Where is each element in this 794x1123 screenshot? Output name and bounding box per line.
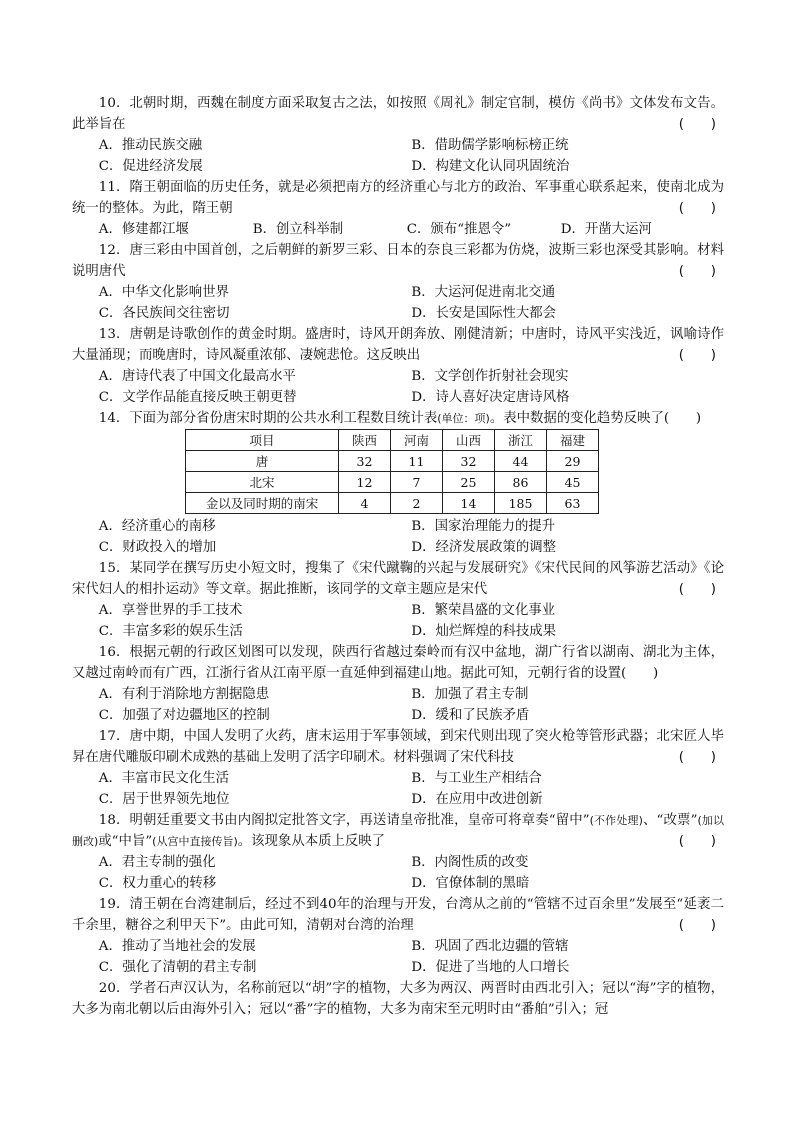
inline-note: (不作处理) <box>589 814 643 827</box>
option-d: D．诗人喜好决定唐诗风格 <box>411 390 570 405</box>
options <box>72 366 724 408</box>
table-cell: 北宋 <box>186 472 339 493</box>
option-b: B．国家治理能力的提升 <box>411 519 556 534</box>
question-stem: 12．唐三彩由中国首创，之后朝鲜的新罗三彩、日本的奈良三彩都为仿烧，波斯三彩也深受其影响。材料说明唐代 <box>72 243 724 279</box>
stem-part: 或“中旨” <box>98 834 153 849</box>
table-cell: 29 <box>547 451 599 472</box>
answer-blank: ( ) <box>678 117 716 132</box>
table-row <box>186 493 599 514</box>
option-c: C．财政投入的增加 <box>98 540 217 555</box>
question-stem <box>72 810 724 852</box>
header-cell: 项目 <box>186 430 339 451</box>
answer-blank: ( ) <box>621 666 659 681</box>
option-c: C．颁布“推恩令” <box>406 222 512 237</box>
table-cell: 12 <box>339 472 391 493</box>
answer-blank: ( ) <box>678 348 716 363</box>
answer-blank: ( ) <box>678 201 716 216</box>
option-b: B．加强了君主专制 <box>411 687 529 702</box>
option-c: C．权力重心的转移 <box>98 876 217 891</box>
option-d: D．经济发展政策的调整 <box>411 540 557 555</box>
option-b: B．大运河促进南北交通 <box>411 285 556 300</box>
header-cell: 浙江 <box>495 430 547 451</box>
option-c: C．强化了清朝的君主专制 <box>98 960 257 975</box>
option-c: C．加强了对边疆地区的控制 <box>98 708 270 723</box>
option-b: B．繁荣昌盛的文化事业 <box>411 603 556 618</box>
table-cell: 32 <box>443 451 495 472</box>
question-stem: 20．学者石声汉认为，名称前冠以“胡”字的植物，大多为两汉、两晋时由西北引入；冠以“海”字的植物，大多为南北朝以后由海外引入；冠以“番”字的植物，大多为南宋至元明时由“番舶”引入；冠 <box>72 981 724 1017</box>
options <box>72 219 724 240</box>
answer-blank: ( ) <box>678 582 716 597</box>
answer-blank: ( ) <box>678 264 716 279</box>
table-cell: 86 <box>495 472 547 493</box>
question-stem: 13．唐朝是诗歌创作的黄金时期。盛唐时，诗风开朗奔放、刚健清新；中唐时，诗风平实浅近，讽喻诗作大量涌现；而晚唐时，诗风凝重浓郁、凄婉悲怆。这反映出 <box>72 327 724 363</box>
header-cell: 福建 <box>547 430 599 451</box>
table-cell: 25 <box>443 472 495 493</box>
option-d: D．在应用中改进创新 <box>411 792 543 807</box>
table-cell: 11 <box>391 451 443 472</box>
option-c: C．居于世界领先地位 <box>98 792 230 807</box>
question-12 <box>72 240 724 282</box>
table-cell: 7 <box>391 472 443 493</box>
option-a: A．享誉世界的手工技术 <box>98 603 243 618</box>
answer-blank: ( ) <box>678 834 716 849</box>
water-projects-table <box>185 429 599 514</box>
table-cell: 2 <box>391 493 443 514</box>
question-stem: 19．清王朝在台湾建制后，经过不到40年的治理与开发，台湾从之前的“管辖不过百余里”发展至“延袤二千余里，糖谷之利甲天下”。由此可知，清朝对台湾的治理 <box>72 897 724 933</box>
table-cell: 63 <box>547 493 599 514</box>
stem-part: 。表中数据的变化趋势反映了 <box>489 411 664 426</box>
inline-note: (从宫中直接传旨) <box>152 835 238 848</box>
question-17 <box>72 726 724 768</box>
question-11 <box>72 177 724 219</box>
option-d: D．缓和了民族矛盾 <box>411 708 530 723</box>
question-18 <box>72 810 724 852</box>
question-13 <box>72 324 724 366</box>
option-b: B．文学创作折射社会现实 <box>411 369 569 384</box>
option-a: A．推动了当地社会的发展 <box>98 939 256 954</box>
option-a: A．有利于消除地方割据隐患 <box>98 687 270 702</box>
stem-part: 。该现象从本质上反映了 <box>237 834 386 849</box>
option-a: A．修建都江堰 <box>98 222 189 237</box>
option-b: B．借助儒学影响标榜正统 <box>411 138 569 153</box>
header-cell: 河南 <box>391 430 443 451</box>
options <box>72 516 724 558</box>
stem-part: 14．下面为部分省份唐宋时期的公共水利工程数目统计表 <box>98 411 438 426</box>
table-row <box>186 472 599 493</box>
table-cell: 4 <box>339 493 391 514</box>
options <box>72 600 724 642</box>
options <box>72 282 724 324</box>
options <box>72 852 724 894</box>
option-d: D．促进了当地的人口增长 <box>411 960 570 975</box>
option-c: C．促进经济发展 <box>98 159 203 174</box>
option-c: C．各民族间交往密切 <box>98 306 230 321</box>
table-cell: 唐 <box>186 451 339 472</box>
option-a: A．经济重心的南移 <box>98 519 216 534</box>
option-d: D．灿烂辉煌的科技成果 <box>411 624 557 639</box>
header-cell: 山西 <box>443 430 495 451</box>
question-10 <box>72 93 724 135</box>
stem-part: 、“改票” <box>642 813 698 828</box>
option-c: C．丰富多彩的娱乐生活 <box>98 624 243 639</box>
option-a: A．中华文化影响世界 <box>98 285 229 300</box>
question-19 <box>72 894 724 936</box>
question-16 <box>72 642 724 684</box>
options <box>72 768 724 810</box>
stem-part: 18．明朝廷重要文书由内阁拟定批答文字，再送请皇帝批准，皇帝可将章奏“留中” <box>98 813 590 828</box>
options <box>72 936 724 978</box>
options <box>72 684 724 726</box>
table-cell: 45 <box>547 472 599 493</box>
question-14 <box>72 408 724 429</box>
option-c: C．文学作品能直接反映王朝更替 <box>98 390 297 405</box>
table-header-row <box>186 430 599 451</box>
answer-blank: ( ) <box>663 411 702 426</box>
answer-blank: ( ) <box>678 750 716 765</box>
question-stem: 11．隋王朝面临的历史任务，就是必须把南方的经济重心与北方的政治、军事重心联系起来，使南北成为统一的整体。为此，隋王朝 <box>72 180 724 216</box>
option-d: D．构建文化认同巩固统治 <box>411 159 570 174</box>
question-stem <box>72 408 724 429</box>
question-20 <box>72 978 724 1020</box>
options <box>72 135 724 177</box>
table-cell: 32 <box>339 451 391 472</box>
table-row <box>186 451 599 472</box>
option-a: A．君主专制的强化 <box>98 855 216 870</box>
question-stem: 10．北朝时期，西魏在制度方面采取复古之法，如按照《周礼》制定官制，模仿《尚书》文体发布文告。此举旨在 <box>72 96 724 132</box>
option-a: A．推动民族交融 <box>98 138 203 153</box>
option-b: B．与工业生产相结合 <box>411 771 542 786</box>
header-cell: 陕西 <box>339 430 391 451</box>
option-a: A．唐诗代表了中国文化最高水平 <box>98 369 296 384</box>
option-d: D．官僚体制的黑暗 <box>411 876 530 891</box>
stem-part: 16．根据元朝的行政区划图可以发现，陕西行省越过秦岭而有汉中盆地，湖广行省以湖南、湖北为主体，又越过南岭而有广西，江浙行省从江南平原一直延伸到福建山地。据此可知，元朝行省的设置 <box>72 645 724 681</box>
table-cell: 185 <box>495 493 547 514</box>
option-b: B．创立科举制 <box>252 222 343 237</box>
question-stem: 17．唐中期，中国人发明了火药，唐末运用于军事领域，到宋代则出现了突火枪等管形武器；北宋匠人毕昇在唐代雕版印刷术成熟的基础上发明了活字印刷术。材料强调了宋代科技 <box>72 729 724 765</box>
inline-note: (加以删改) <box>72 814 724 848</box>
table-cell: 14 <box>443 493 495 514</box>
unit-note: (单位：项) <box>437 412 490 425</box>
option-d: D．开凿大运河 <box>560 222 652 237</box>
option-a: A．丰富市民文化生活 <box>98 771 229 786</box>
exam-page <box>72 93 724 1020</box>
table-cell: 44 <box>495 451 547 472</box>
option-b: B．内阁性质的改变 <box>411 855 529 870</box>
question-15 <box>72 558 724 600</box>
question-stem <box>72 642 724 684</box>
option-d: D．长安是国际性大都会 <box>411 306 557 321</box>
question-stem: 15．某同学在撰写历史小短文时，搜集了《宋代蹴鞠的兴起与发展研究》《宋代民间的风筝游艺活动》《论宋代妇人的相扑运动》等文章。据此推断，该同学的文章主题应是宋代 <box>72 561 724 597</box>
table-cell: 金以及同时期的南宋 <box>186 493 339 514</box>
answer-blank: ( ) <box>678 918 716 933</box>
option-b: B．巩固了西北边疆的管辖 <box>411 939 569 954</box>
